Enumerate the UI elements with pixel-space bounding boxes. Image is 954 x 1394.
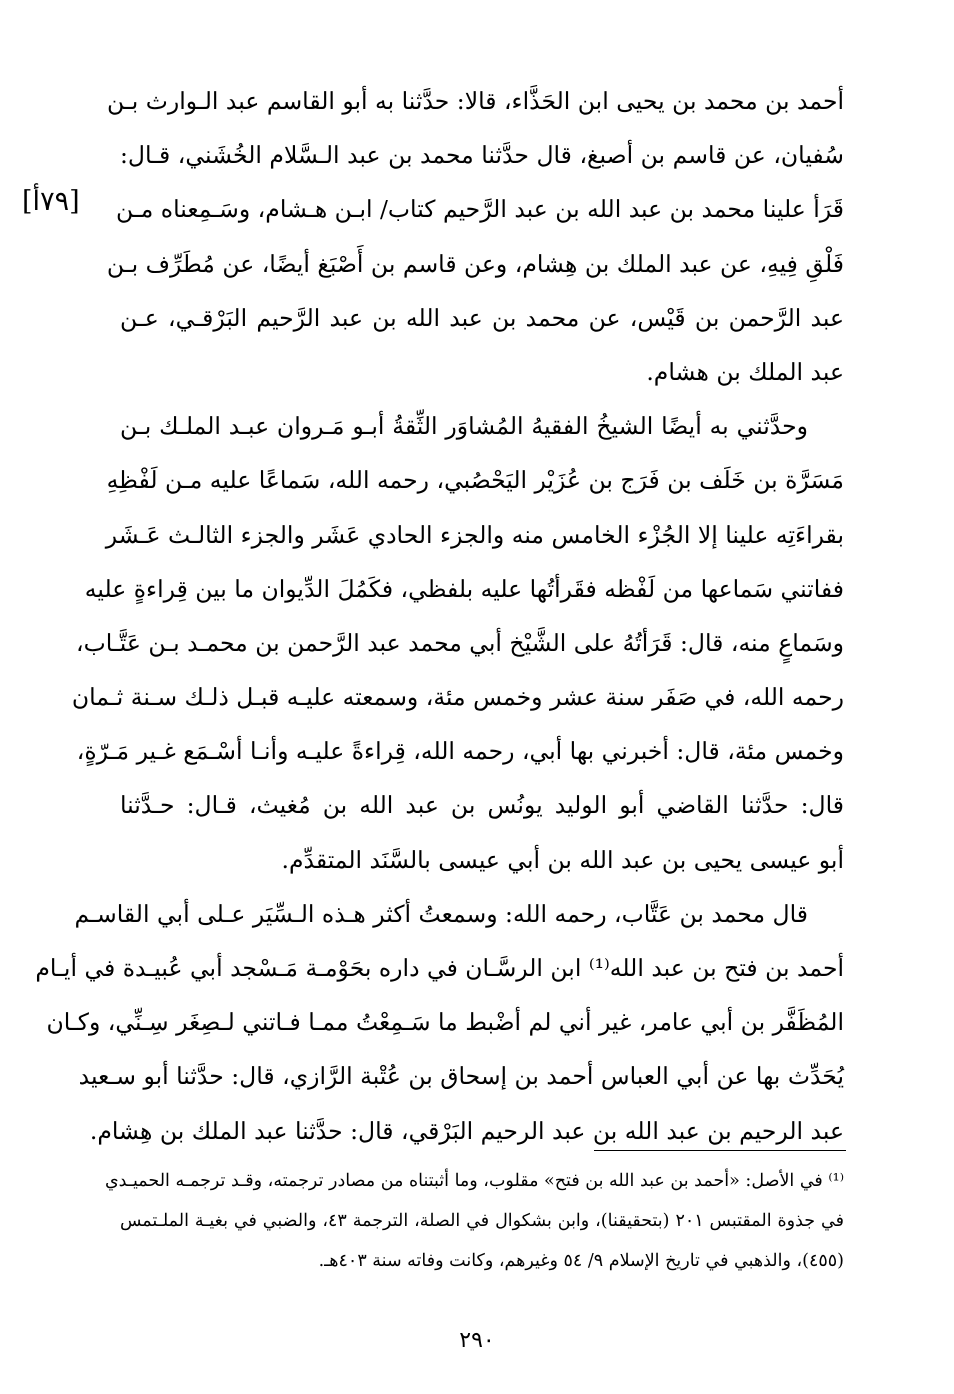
text-line: وحدَّثني به أيضًا الشيخُ الفقيهُ المُشاوَر الثِّقةُ أبـو مَـروان عبـد الملـك بـن (120, 412, 808, 441)
text-line: رحمه الله، في صَفَر سنة عشر وخمس مئة، وسمعته عليـه قبـل ذلـك سـنة ثـمان (71, 683, 844, 712)
text-line: يُحَدِّث بها عن أبي العباس أحمد بن إسحاق بن عُتْبة الرَّازي، قال: حدَّثنا أبو سـعيد (78, 1062, 844, 1091)
footnote-line: ⁽¹⁾ في الأصل: «أحمد بن عبد الله بن فتح» مقلوب، وما أثبتناه من مصادر ترجمته، وقـد ترجمـه الحميـدي (104, 1171, 844, 1191)
manuscript-folio-reference: [٧٩أ] (22, 186, 80, 217)
text-line: المُظَفَّر بن أبي عامر، غير أني لم أضْبط ما سَـمِعْتُ ممـا فـاتني لـصِغَر سِـنِّي، وكـان (46, 1008, 844, 1037)
text-line: عبد الملك بن هشام. (646, 357, 844, 386)
text-line: مَسَرَّة بن خَلَف بن فَرَج بن عُزَيْر اليَحْصُبي، رحمه الله، سَماعًا عليه مـن لَفْظِهِ (106, 466, 844, 495)
footnotes (104, 1161, 844, 1281)
text-line: ففاتني سَماعها من لَفْظه فقَرأتُها عليه بلفظي، فكَمُلَ الدِّيوان ما بين قِراءةٍ عليه (84, 574, 844, 603)
text-line: أحمد بن محمد بن يحيى ابن الحَذَّاء، قالا: حدَّثنا به أبو القاسم عبد الـوارث بـن (106, 87, 844, 115)
text-line: وسَماعٍ منه، قال: قَرَأتُهُ على الشَّيْخ أبي محمد عبد الرَّحمن بن محمـد بـن عَتَّـاب، (76, 628, 844, 657)
text-line: قَرَأ علينا محمد بن عبد الله بن عبد الرَّحيم كتاب/ ابـن هـشام، وسَـمِعناه مـن (115, 195, 844, 224)
footnote-separator (594, 1150, 846, 1151)
footnote-line: (٤٥٥)، والذهبي في تاريخ الإسلام ٩/ ٥٤ وغيرهم، وكانت وفاته سنة ٤٠٣هـ. (318, 1251, 844, 1271)
text-line: عبد الرحيم بن عبد الله بن عبد الرحيم البَرْقي، قال: حدَّثنا عبد الملك بن هِشام. (89, 1116, 844, 1145)
footnote-line: في جذوة المقتبس ٢٠١ (بتحقيقنا)، وابن بشكوال في الصلة، الترجمة ٤٣، والضبي في بغيـة الملـتمس (120, 1211, 844, 1231)
text-line: بقراءَتِه علينا إلا الجُزْء الخامس منه والجزء الحادي عَشَر والجزء الثالـث عَـشَر (105, 520, 844, 549)
text-line: فَلْقِ فِيهِ، عن عبد الملك بن هِشام، وعن قاسم بن أَصْبَغ أيضًا، عن مُطَرِّف بـن (106, 249, 844, 278)
text-line: قال: حدَّثنا القاضي أبو الوليد يونُس بن عبد الله بن مُغيث، قـال: حـدَّثنا (120, 791, 844, 820)
text-line: سُفيان، عن قاسم بن أصبغ، قال حدَّثنا محمد بن عبد الـسَّلام الخُشَني، قـال: (120, 141, 844, 170)
text-line: أحمد بن فتح بن عبد الله⁽¹⁾ ابن الرسَّـان في داره بحَوْمـة مَـسْجد أبي عُبيـدة في أيـام (35, 954, 844, 982)
text-line: قال محمد بن عَتَّاب، رحمه الله: وسمعتُ أكثر هـذه الـسِّيَر عـلى أبي القاسـم (74, 899, 808, 928)
text-line: أبو عيسى يحيى بن عبد الله بن أبي عيسى بالسَّنَد المتقدِّم. (281, 845, 844, 874)
page-number: ٢٩٠ (459, 1328, 495, 1353)
text-line: وخمس مئة، قال: أخبرني بها أبي، رحمه الله، قِراءةً عليـه وأنـا أسْـمَع غـير مَـرّةٍ، (76, 737, 844, 766)
text-line: عبد الرَّحمن بن قَيْس، عن محمد بن عبد الله بن عبد الرَّحيم البَرْقـي، عـن (120, 303, 844, 332)
